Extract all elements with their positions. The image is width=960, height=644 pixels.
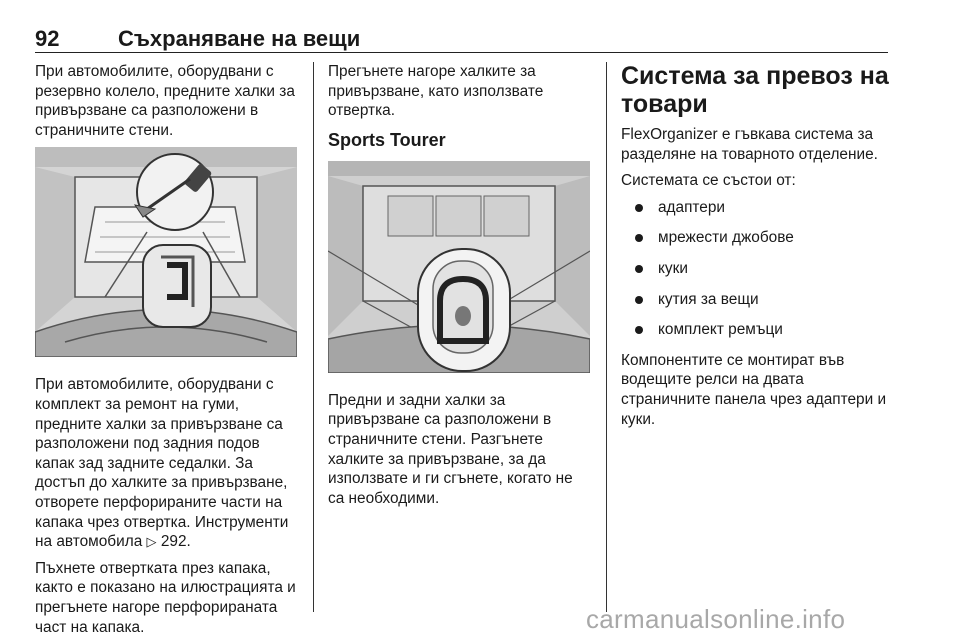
watermark: carmanualsonline.info [586, 604, 846, 634]
list-item [621, 198, 891, 218]
bullet-icon [635, 234, 643, 242]
paragraph: Компонентите се монтират във водещите релси на двата страничните панела чрез адаптери и куки. [621, 351, 887, 428]
page-number: 92 [35, 26, 60, 51]
column-divider [606, 62, 607, 612]
page-title: Съхраняване на вещи [118, 26, 361, 51]
trunk-illustration-sports-tourer [328, 161, 590, 373]
paragraph: Прегънете нагоре халките за привързване, като използвате отвертка. [328, 63, 544, 120]
section-heading: Система за превоз на товари [621, 62, 889, 118]
bullet-icon [635, 265, 643, 273]
column-divider [313, 62, 314, 612]
bullet-icon [635, 296, 643, 304]
column-left [35, 62, 300, 644]
page-reference-arrow-icon: ▷ [146, 534, 157, 550]
page-header [35, 22, 888, 53]
column-right [621, 62, 891, 436]
list-item [621, 259, 891, 279]
section-heading: Sports Tourer [328, 129, 446, 150]
list-item-text: комплект ремъци [658, 321, 783, 339]
list-item [621, 228, 891, 248]
paragraph: Предни и задни халки за привързване са разположени в страничните стени. Разгънете халките за привързване, за да използвате и ги сгънете, когато не са необходими. [328, 391, 573, 507]
column-middle [328, 62, 593, 515]
page-reference: 292. [160, 533, 191, 551]
paragraph: При автомобилите, оборудвани с резервно колело, предните халки за привързване са разположени в страничните стени. [35, 63, 295, 139]
paragraph-text: При автомобилите, оборудвани с комплект за ремонт на гуми, предните халки за привързване са разположени под задния подов капак зад задните седалки. За достъп до халките за привързване, отворете перфорираните части на капака чрез отвертка. Инструменти на автомобила [35, 376, 289, 551]
trunk-illustration-spare-wheel [35, 147, 297, 357]
paragraph: Пъхнете отвертката през капака, както е показано на илюстрацията и прегънете нагоре перфорираната част на капака. [35, 559, 296, 636]
list-item-text: куки [658, 259, 688, 277]
list-item [621, 290, 891, 310]
list-item-text: кутия за вещи [658, 290, 759, 308]
list-item [621, 320, 891, 340]
list-item-text: адаптери [658, 198, 726, 216]
paragraph [35, 375, 300, 551]
bullet-icon [635, 326, 643, 334]
paragraph: Системата се състои от: [621, 172, 796, 190]
bullet-icon [635, 204, 643, 212]
list-item-text: мрежести джобове [658, 229, 794, 247]
paragraph: FlexOrganizer е гъвкава система за разделяне на товарното отделение. [621, 126, 878, 163]
component-list [621, 198, 891, 340]
